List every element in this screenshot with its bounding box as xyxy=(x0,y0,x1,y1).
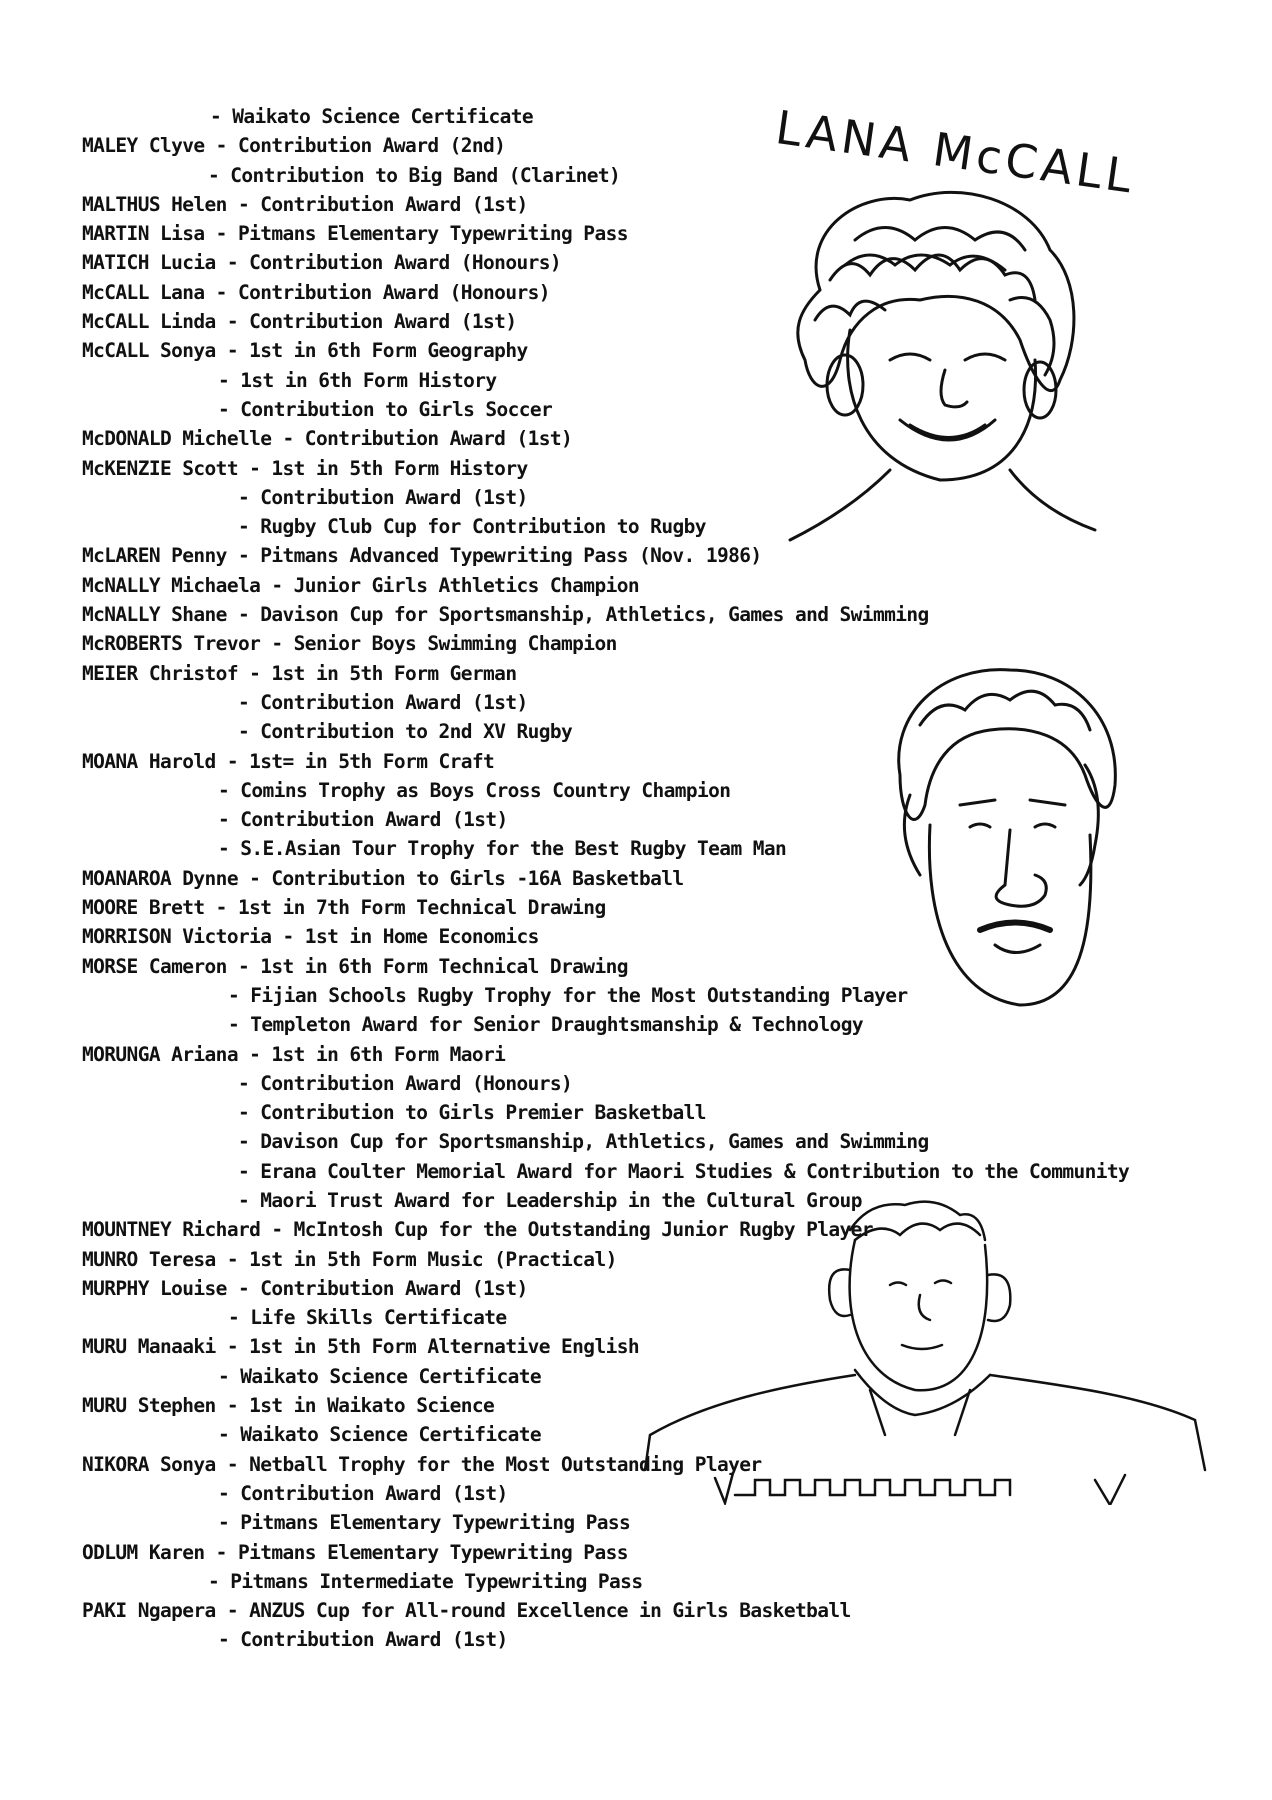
award-line: - Contribution Award (1st) xyxy=(238,485,528,509)
award-line: - Davison Cup for Sportsmanship, Athletics, Games and Swimming xyxy=(238,1130,929,1154)
award-line: McCALL Lana - Contribution Award (Honours) xyxy=(82,280,550,304)
award-line: - Erana Coulter Memorial Award for Maori Studies & Contribution to the Community xyxy=(238,1159,1130,1183)
award-line: MATICH Lucia - Contribution Award (Honours) xyxy=(82,251,562,275)
award-line: MOORE Brett - 1st in 7th Form Technical Drawing xyxy=(82,896,606,920)
award-line: MALEY Clyve - Contribution Award (2nd) xyxy=(82,134,506,158)
award-line: - Waikato Science Certificate xyxy=(218,1364,542,1388)
award-line: McROBERTS Trevor - Senior Boys Swimming Champion xyxy=(82,632,617,656)
award-line: - Rugby Club Cup for Contribution to Rugby xyxy=(238,515,706,539)
award-line: McCALL Linda - Contribution Award (1st) xyxy=(82,310,517,334)
award-line: MOUNTNEY Richard - McIntosh Cup for the Outstanding Junior Rugby Player xyxy=(82,1218,873,1242)
award-line: MORUNGA Ariana - 1st in 6th Form Maori xyxy=(82,1042,506,1066)
award-line: MURU Manaaki - 1st in 5th Form Alternative English xyxy=(82,1335,639,1359)
caricature-man-mustache-sketch xyxy=(870,655,1140,1035)
award-line: MORRISON Victoria - 1st in Home Economics xyxy=(82,925,539,949)
award-line: McNALLY Shane - Davison Cup for Sportsmanship, Athletics, Games and Swimming xyxy=(82,603,929,627)
caricature-label: LANA McCALL xyxy=(772,100,1139,204)
award-line: - Life Skills Certificate xyxy=(228,1306,507,1330)
award-line: MUNRO Teresa - 1st in 5th Form Music (Practical) xyxy=(82,1247,617,1271)
award-line: McLAREN Penny - Pitmans Advanced Typewriting Pass (Nov. 1986) xyxy=(82,544,762,568)
award-line: MURPHY Louise - Contribution Award (1st) xyxy=(82,1276,528,1300)
award-line: - Contribution Award (1st) xyxy=(218,1628,508,1652)
award-line: MURU Stephen - 1st in Waikato Science xyxy=(82,1394,495,1418)
award-line: - Contribution Award (1st) xyxy=(218,808,508,832)
award-line: - Maori Trust Award for Leadership in the Cultural Group xyxy=(238,1188,862,1212)
award-line: - Contribution to Girls Soccer xyxy=(218,397,553,421)
award-line: PAKI Ngapera - ANZUS Cup for All-round Excellence in Girls Basketball xyxy=(82,1599,851,1623)
award-line: - Templeton Award for Senior Draughtsmanship & Technology xyxy=(228,1013,863,1037)
award-line: McDONALD Michelle - Contribution Award (1st) xyxy=(82,427,573,451)
award-line: - Pitmans Elementary Typewriting Pass xyxy=(218,1511,631,1535)
award-line: - Contribution Award (1st) xyxy=(218,1481,508,1505)
award-line: - Contribution to Big Band (Clarinet) xyxy=(208,163,621,187)
award-line: MARTIN Lisa - Pitmans Elementary Typewriting Pass xyxy=(82,222,628,246)
award-line: - Comins Trophy as Boys Cross Country Champion xyxy=(218,778,731,802)
award-line: McNALLY Michaela - Junior Girls Athletics Champion xyxy=(82,573,639,597)
award-line: MALTHUS Helen - Contribution Award (1st) xyxy=(82,192,528,216)
award-line: - Contribution Award (1st) xyxy=(238,690,528,714)
award-line: - Pitmans Intermediate Typewriting Pass xyxy=(208,1569,643,1593)
award-line: MEIER Christof - 1st in 5th Form German xyxy=(82,661,517,685)
award-line: McKENZIE Scott - 1st in 5th Form History xyxy=(82,456,528,480)
award-line: - 1st in 6th Form History xyxy=(218,368,497,392)
caricature-lana-sketch xyxy=(760,170,1120,560)
award-line: - Contribution to 2nd XV Rugby xyxy=(238,720,573,744)
award-line: McCALL Sonya - 1st in 6th Form Geography xyxy=(82,339,528,363)
award-line: - Waikato Science Certificate xyxy=(210,105,534,128)
award-line: MOANA Harold - 1st= in 5th Form Craft xyxy=(82,749,495,773)
award-line: MORSE Cameron - 1st in 6th Form Technical Drawing xyxy=(82,954,628,978)
award-line: - Fijian Schools Rugby Trophy for the Most Outstanding Player xyxy=(228,983,908,1007)
award-line: - Waikato Science Certificate xyxy=(218,1423,542,1447)
award-line: - Contribution to Girls Premier Basketball xyxy=(238,1101,706,1125)
caricature-man-sweater-sketch xyxy=(640,1195,1220,1505)
award-line: - S.E.Asian Tour Trophy for the Best Rugby Team Man xyxy=(218,837,787,861)
award-line: MOANAROA Dynne - Contribution to Girls -16A Basketball xyxy=(82,866,684,890)
award-line: ODLUM Karen - Pitmans Elementary Typewriting Pass xyxy=(82,1540,628,1564)
award-line: NIKORA Sonya - Netball Trophy for the Most Outstanding Player xyxy=(82,1452,762,1476)
award-line: - Contribution Award (Honours) xyxy=(238,1071,573,1095)
